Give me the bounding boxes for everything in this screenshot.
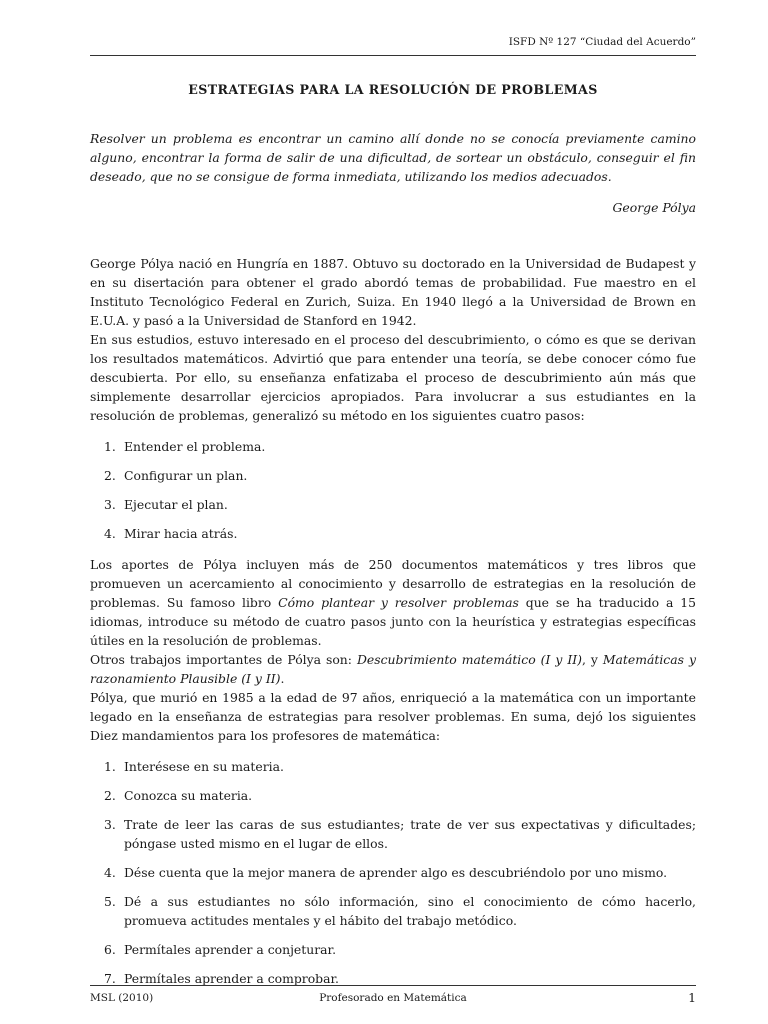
commandments-list [90,757,696,988]
paragraph-contributions: Los aportes de Pólya incluyen más de 250 documentos matemáticos y tres libros que promueven un acercamiento al conocimiento y desarrollo de estrategias en la resolución de problemas. Su famoso libro Cómo plantear y resolver problemas que se ha traducido a 15 idiomas, introduce su método de cuatro pasos junto con la heurística y estrategias específicas útiles en la resolución de problemas. [90,557,696,648]
list-item: 6. Permítales aprender a conjeturar. [104,942,337,957]
paragraph-studies: En sus estudios, estuvo interesado en el proceso del descubrimiento, o cómo es que se derivan los resultados matemáticos. Advirtió que para entender una teoría, se debe conocer cómo fue descubierta. Por ello, su enseñanza enfatizaba el proceso de descubrimiento aún más que simplemente desarrollar ejercicios apropiados. Para involucrar a sus estudiantes en la resolución de problemas, generalizó su método en los siguientes cuatro pasos: [90,332,696,423]
book-title: Matemáticas y razonamiento Plausible (I y II) [90,652,696,686]
list-item: 3. Trate de leer las caras de sus estudiantes; trate de ver sus expectativas y dificultades; póngase usted mismo en el lugar de ellos. [104,817,696,851]
book-title: Cómo plantear y resolver problemas [278,595,519,610]
list-item: 5. Dé a sus estudiantes no sólo información, sino el conocimiento de cómo hacerlo, promueva actitudes mentales y el hábito del trabajo metódico. [104,894,696,928]
list-item: 4. Mirar hacia atrás. [104,526,238,541]
page-number: 1 [688,990,696,1005]
list-item: 3. Ejecutar el plan. [104,497,228,512]
footer-author: MSL (2010) [90,992,154,1004]
document-title: ESTRATEGIAS PARA LA RESOLUCIÓN DE PROBLEMAS [188,82,598,97]
header-divider [90,55,696,56]
footer-divider [90,985,696,986]
document-body [90,80,696,1000]
list-item: 4. Dése cuenta que la mejor manera de aprender algo es descubriéndolo por uno mismo. [104,865,668,880]
book-title: Descubrimiento matemático (I y II) [356,652,582,667]
four-steps-list [90,437,696,543]
paragraph-biography: George Pólya nació en Hungría en 1887. Obtuvo su doctorado en la Universidad de Budapest y en su disertación para obtener el grado abordó temas de probabilidad. Fue maestro en el Instituto Tecnológico Federal en Zurich, Suiza. En 1940 llegó a la Universidad de Brown en E.U.A. y pasó a la Universidad de Stanford en 1942. [90,256,696,328]
epigraph-author: George Pólya [612,200,696,215]
list-item: 7. Permítales aprender a comprobar. [104,971,339,986]
list-item: 2. Configurar un plan. [104,468,248,483]
epigraph-quote: Resolver un problema es encontrar un camino allí donde no se conocía previamente camino alguno, encontrar la forma de salir de una dificultad, de sortear un obstáculo, conseguir el fin deseado, que no se consigue de forma inmediata, utilizando los medios adecuados. [90,131,696,184]
paragraph-other-works: Otros trabajos importantes de Pólya son: Descubrimiento matemático (I y II), y Matemáticas y razonamiento Plausible (I y II). [90,652,696,686]
paragraph-legacy: Pólya, que murió en 1985 a la edad de 97 años, enriqueció a la matemática con un importante legado en la enseñanza de estrategias para resolver problemas. En suma, dejó los siguientes Diez mandamientos para los profesores de matemática: [90,690,696,743]
list-item: 2. Conozca su materia. [104,788,253,803]
page-header: ISFD Nº 127 “Ciudad del Acuerdo” [508,36,696,48]
footer-course: Profesorado en Matemática [319,992,467,1004]
list-item: 1. Entender el problema. [104,439,266,454]
list-item: 1. Interésese en su materia. [104,759,284,774]
